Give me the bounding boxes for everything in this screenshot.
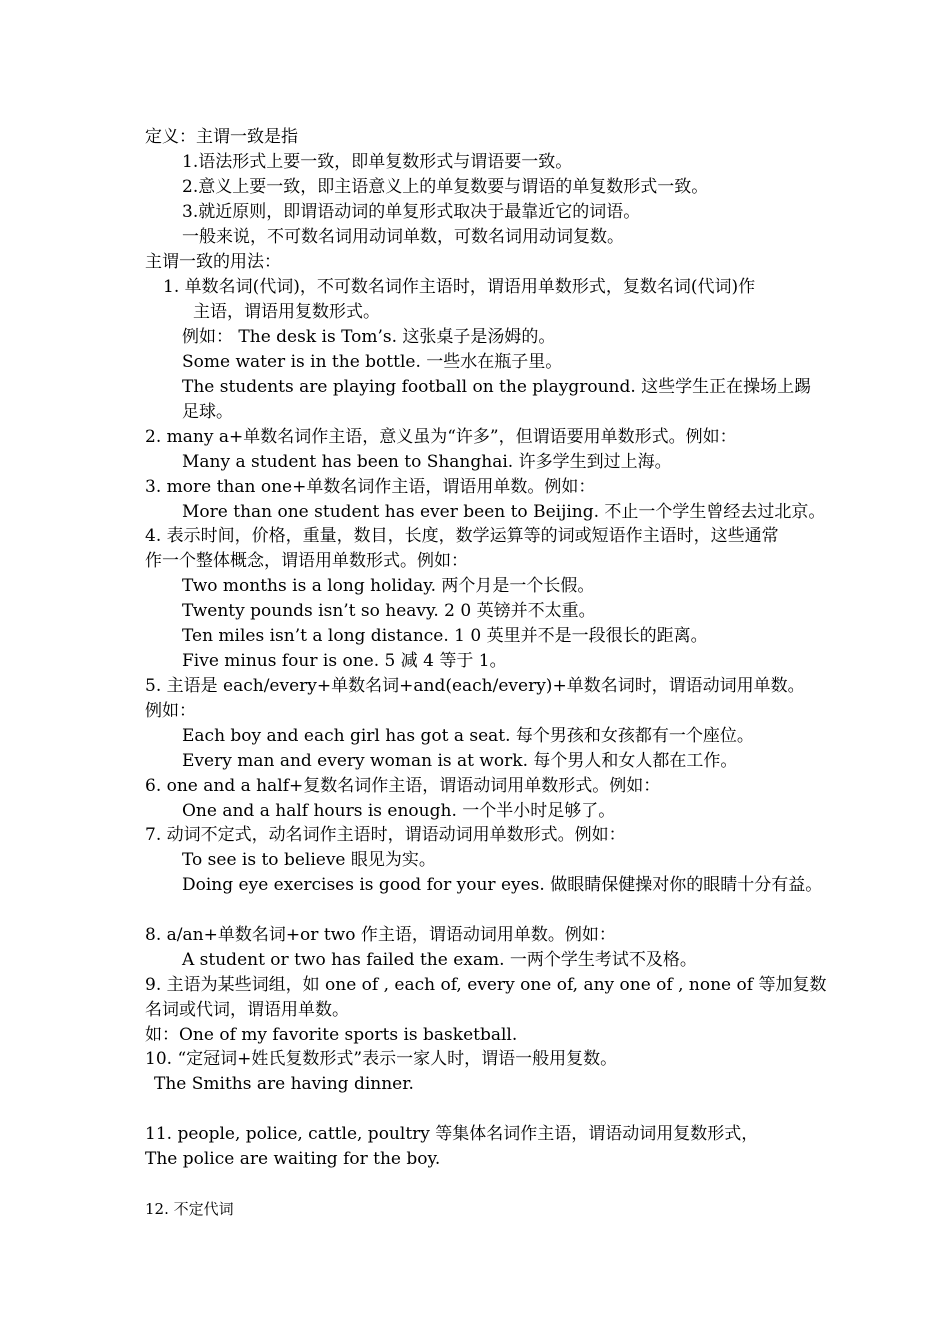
rule-2: 2. many a+单数名词作主语，意义虽为“许多”，但谓语要用单数形式。例如： (145, 427, 737, 447)
rule-9-line-1: 9. 主语为某些词组，如 one of , each of, every one of, any one of , none of 等加复数 (145, 975, 827, 995)
rule-5-line-1: 5. 主语是 each/every+单数名词+and(each/every)+单数名词时，谓语动词用单数。 (145, 676, 805, 696)
rule-4-line-2: 作一个整体概念，谓语用单数形式。例如： (145, 551, 468, 571)
example-line: Ten miles isn’t a long distance. 1 0 英里并不是一段很长的距离。 (182, 626, 708, 646)
definition-item-3: 3.就近原则，即谓语动词的单复形式取决于最靠近它的词语。 (182, 202, 641, 222)
definition-heading: 定义：主谓一致是指 (145, 127, 298, 147)
example-line: The police are waiting for the boy. (145, 1149, 441, 1169)
rule-6: 6. one and a half+复数名词作主语，谓语动词用单数形式。例如： (145, 776, 661, 796)
example-line: Doing eye exercises is good for your eyes. 做眼睛保健操对你的眼睛十分有益。 (182, 875, 823, 895)
rule-10: 10. “定冠词+姓氏复数形式”表示一家人时，谓语一般用复数。 (145, 1049, 618, 1069)
example-line: More than one student has ever been to Beijing. 不止一个学生曾经去过北京。 (182, 502, 826, 522)
example-line: Twenty pounds isn’t so heavy. 2 0 英镑并不太重。 (182, 601, 596, 621)
rule-7: 7. 动词不定式，动名词作主语时，谓语动词用单数形式。例如： (145, 825, 626, 845)
example-line: 例如： The desk is Tom’s. 这张桌子是汤姆的。 (182, 327, 556, 347)
example-line: The Smiths are having dinner. (154, 1074, 414, 1094)
example-line: To see is to believe 眼见为实。 (182, 850, 436, 870)
example-line: Every man and every woman is at work. 每个男人和女人都在工作。 (182, 751, 738, 771)
example-line: The students are playing football on the playground. 这些学生正在操场上踢 (182, 377, 812, 397)
example-line: Two months is a long holiday. 两个月是一个长假。 (182, 576, 595, 596)
rule-8: 8. a/an+单数名词+or two 作主语，谓语动词用单数。例如： (145, 925, 616, 945)
rule-12-heading: 12. 不定代词 (145, 1200, 234, 1218)
usage-heading: 主谓一致的用法： (145, 252, 281, 272)
example-line: Five minus four is one. 5 减 4 等于 1。 (182, 651, 507, 671)
definition-general-note: 一般来说，不可数名词用动词单数，可数名词用动词复数。 (182, 227, 624, 247)
example-line: 足球。 (182, 402, 233, 422)
example-line: Each boy and each girl has got a seat. 每个男孩和女孩都有一个座位。 (182, 726, 754, 746)
rule-3: 3. more than one+单数名词作主语，谓语用单数。例如： (145, 477, 596, 497)
definition-item-2: 2.意义上要一致，即主语意义上的单复数要与谓语的单复数形式一致。 (182, 177, 709, 197)
definition-item-1: 1.语法形式上要一致，即单复数形式与谓语要一致。 (182, 152, 573, 172)
rule-5-line-2: 例如： (145, 701, 196, 721)
rule-11: 11. people, police, cattle, poultry 等集体名词作主语，谓语动词用复数形式， (145, 1124, 759, 1144)
example-line: 如：One of my favorite sports is basketball. (145, 1025, 518, 1045)
rule-4-line-1: 4. 表示时间，价格，重量，数目，长度，数学运算等的词或短语作主语时，这些通常 (145, 526, 779, 546)
example-line: Some water is in the bottle. 一些水在瓶子里。 (182, 352, 563, 372)
example-line: A student or two has failed the exam. 一两个学生考试不及格。 (182, 950, 697, 970)
rule-1-line-2: 主语，谓语用复数形式。 (193, 302, 380, 322)
rule-9-line-2: 名词或代词，谓语用单数。 (145, 1000, 349, 1020)
example-line: Many a student has been to Shanghai. 许多学生到过上海。 (182, 452, 672, 472)
rule-1-line-1: 1. 单数名词(代词)，不可数名词作主语时，谓语用单数形式，复数名词(代词)作 (163, 277, 756, 297)
example-line: One and a half hours is enough. 一个半小时足够了。 (182, 801, 616, 821)
